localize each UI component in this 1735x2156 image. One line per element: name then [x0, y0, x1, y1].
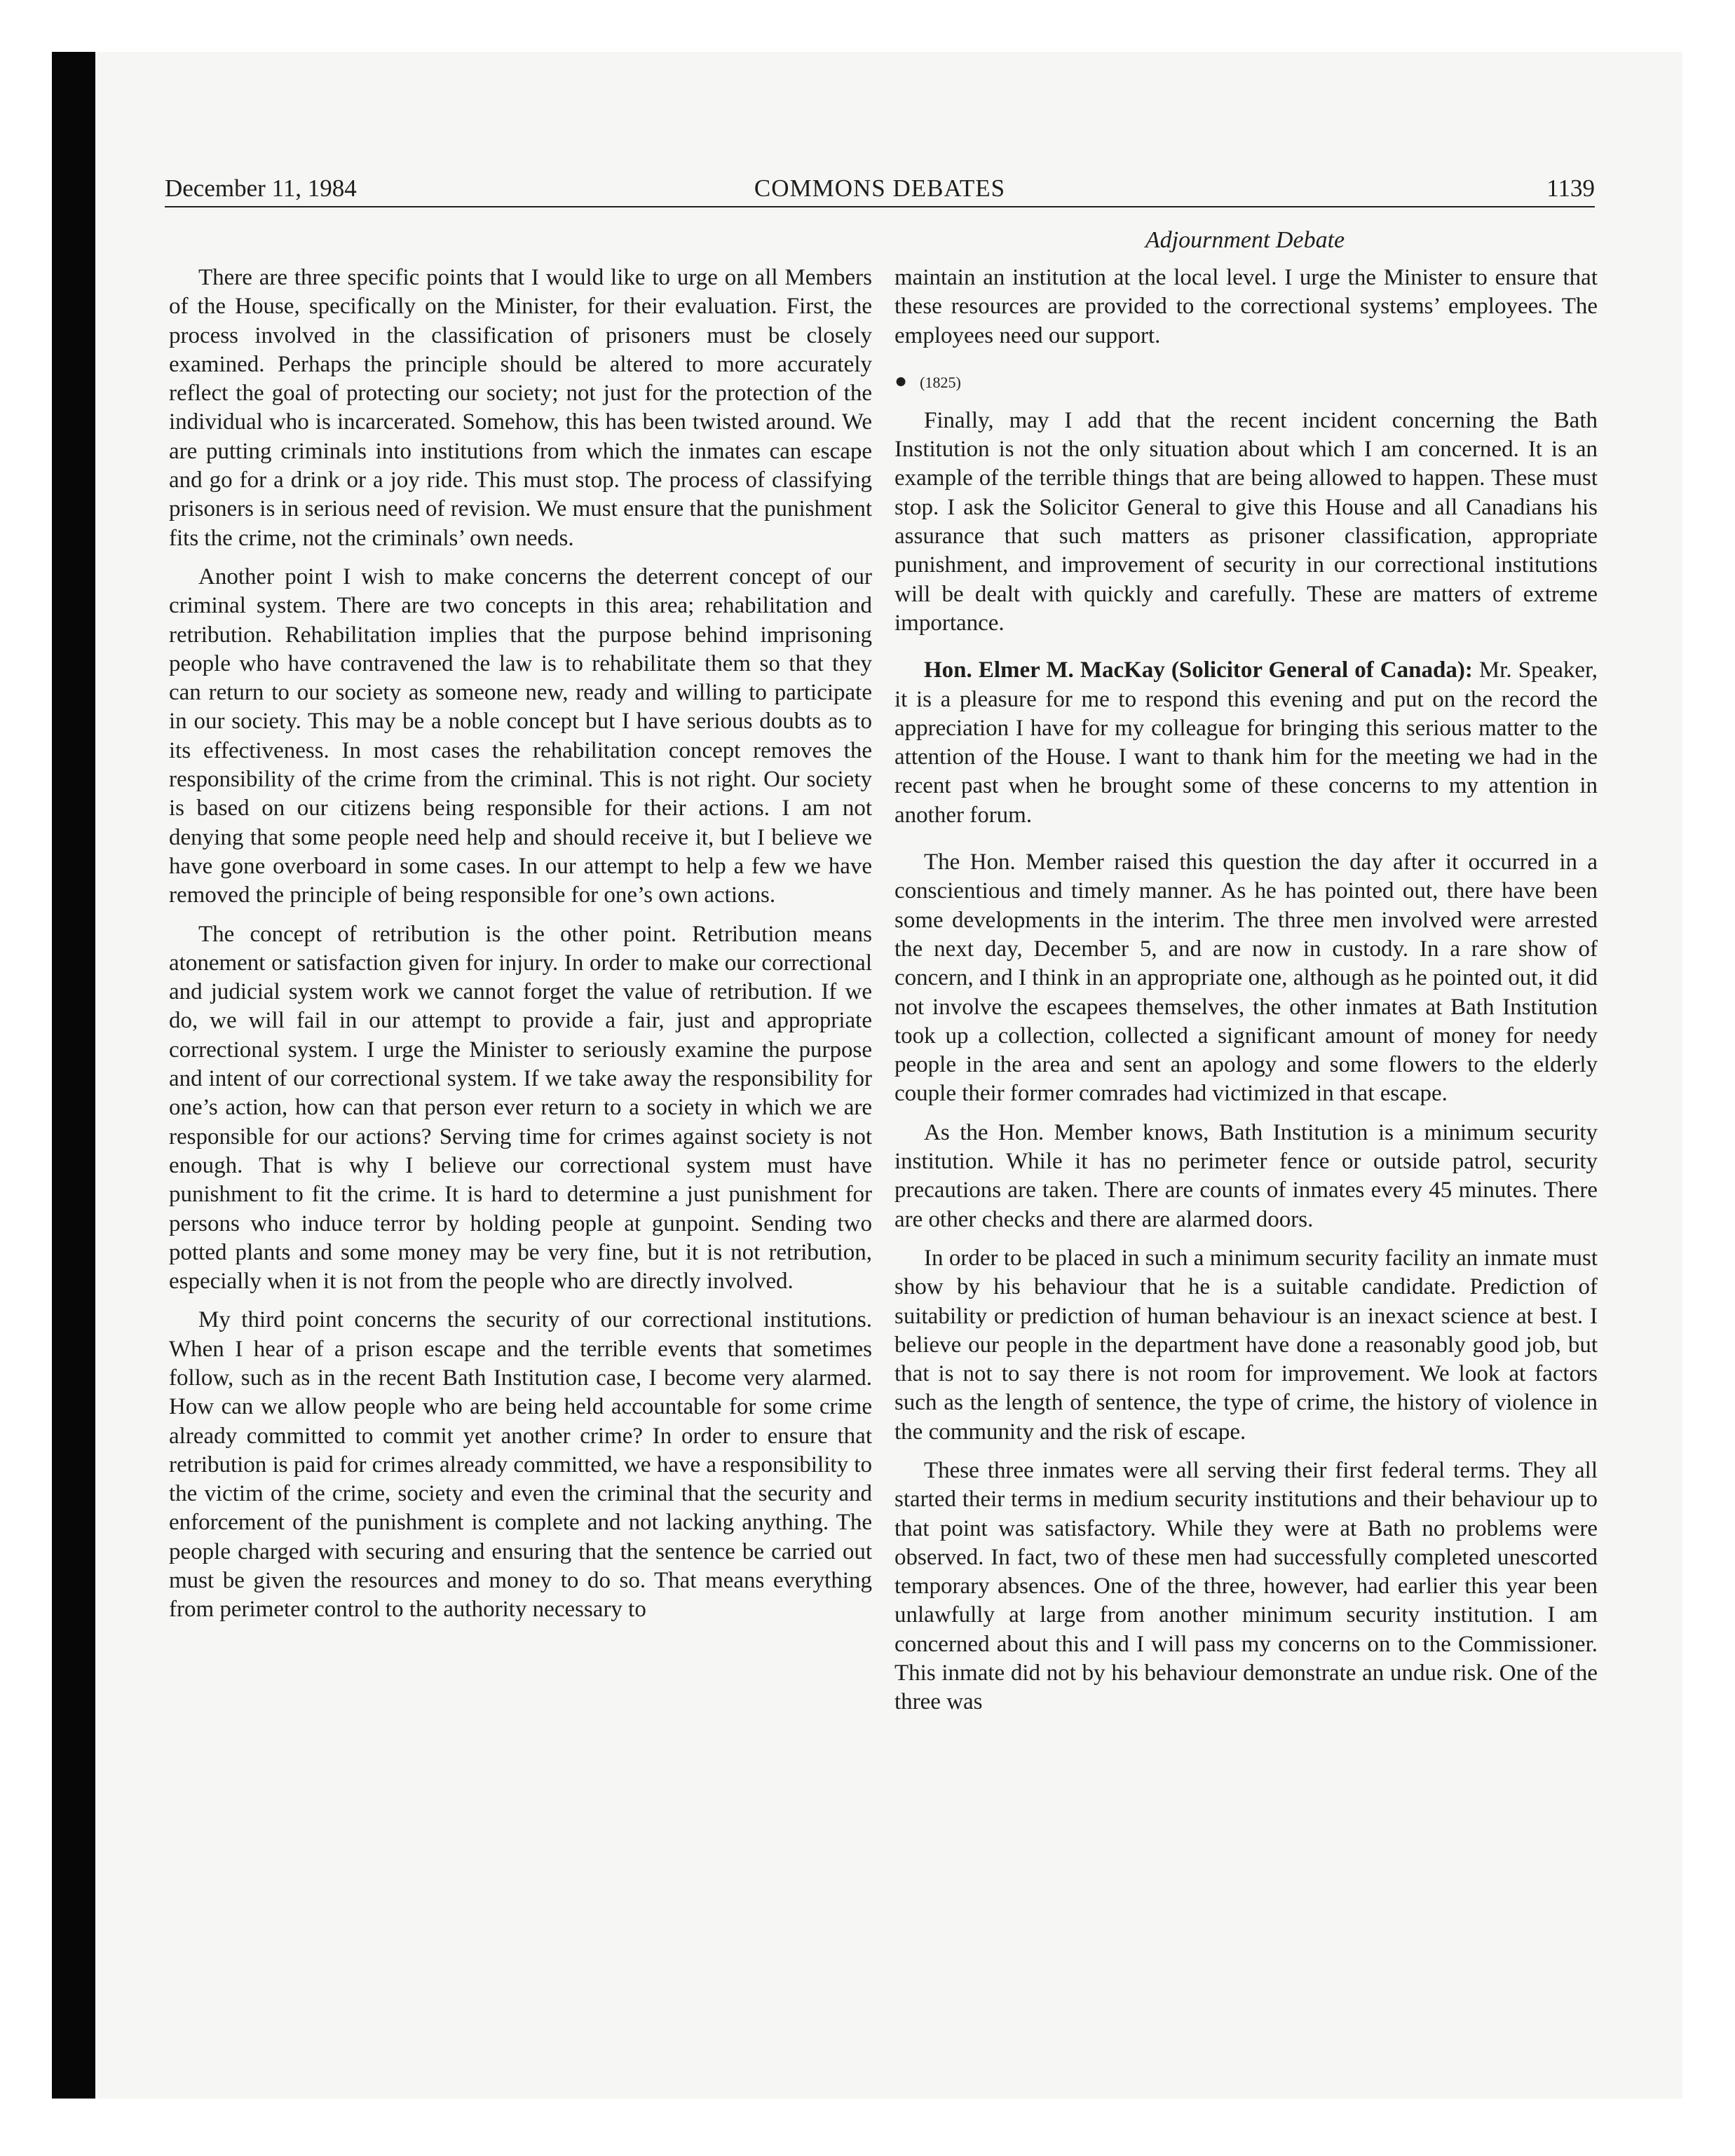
header-rule	[165, 206, 1595, 207]
running-header	[165, 171, 1595, 206]
paragraph: There are three specific points that I would like to urge on all Members of the House, specifically on the Minister, for their evaluation. First, the process involved in the classification of prisoners must be closely examined. Perhaps the principle should be altered to more accurately reflect the goal of protecting our society; not just for the protection of the individual who is incarcerated. Somehow, this has been twisted around. We are putting criminals into institutions from which the inmates can escape and go for a drink or a joy ride. This must stop. The process of classifying prisoners is in serious need of revision. We must ensure that the punishment fits the crime, not the criminals’ own needs.	[169, 265, 872, 551]
speaker-name: Hon. Elmer M. MacKay (Solicitor General of Canada):	[924, 657, 1473, 683]
time-marker-text: (1825)	[920, 373, 961, 391]
paragraph: Finally, may I add that the recent incident concerning the Bath Institution is not the only situation about which I am concerned. It is an example of the terrible things that are being allowed to happen. These must stop. I ask the Solicitor General to give this House and all Canadians his assurance that such matters as prisoner classification, appropriate punishment, and improvement of security in our correctional institutions will be dealt with quickly and carefully. These are matters of extreme importance.	[894, 407, 1598, 636]
paragraph: My third point concerns the security of our correctional institutions. When I hear of a prison escape and the terrible events that sometimes follow, such as in the recent Bath Institution case, I become very alarmed. How can we allow people who are being held accountable for some crime already committed to commit yet another crime? In order to ensure that retribution is paid for crimes already committed, we have a responsibility to the victim of the crime, society and even the criminal that the security and enforcement of the punishment is complete and not lacking anything. The people charged with securing and ensuring that the sentence be carried out must be given the resources and money to do so. That means everything from perimeter control to the authority necessary to	[169, 1307, 872, 1623]
time-marker	[894, 369, 1598, 395]
section-heading: Adjournment Debate	[1145, 227, 1345, 253]
speaker-text: Mr. Speaker, it is a pleasure for me to respond this evening and put on the record the appreciation I have for my colleague for bringing this serious matter to the attention of the House. I want to thank him for the meeting we had in the recent past when he brought some of these concerns to my attention in another forum.	[894, 657, 1598, 828]
paragraph: As the Hon. Member knows, Bath Institution is a minimum security institution. While it has no perimeter fence or outside patrol, security precautions are taken. There are counts of inmates every 45 minutes. There are other checks and there are alarmed doors.	[894, 1119, 1598, 1232]
paragraph: These three inmates were all serving their first federal terms. They all started their terms in medium security institutions and their behaviour up to that point was satisfactory. While they were at Bath no problems were observed. In fact, two of these men had successfully completed unescorted temporary absences. One of the three, however, had earlier this year been unlawfully at large from another minimum security institution. I am concerned about this and I will pass my concerns on to the Commissioner. This inmate did not by his behaviour demonstrate an undue risk. One of the three was	[894, 1457, 1598, 1715]
paragraph: In order to be placed in such a minimum security facility an inmate must show by his behaviour that he is a suitable candidate. Prediction of suitability or prediction of human behaviour is an inexact science at best. I believe our people in the department have done a reasonably good job, but that is not to say there is not room for improvement. We look at factors such as the length of sentence, the type of crime, the history of violence in the community and the risk of escape.	[894, 1245, 1598, 1445]
paragraph: The concept of retribution is the other point. Retribution means atonement or satisfaction given for injury. In order to make our correctional and judicial system work we cannot forget the value of retribution. If we do, we will fail in our attempt to provide a fair, just and appropriate correctional system. I urge the Minister to seriously examine the purpose and intent of our correctional system. If we take away the responsibility for one’s action, how can that person ever return to a society in which we are responsible for our actions? Serving time for crimes against society is not enough. That is why I believe our correctional system must have punishment to fit the crime. It is hard to determine a just punishment for persons who induce terror by holding people at gunpoint. Sending two potted plants and some money may be very fine, but it is not retribution, especially when it is not from the people who are directly involved.	[169, 921, 872, 1295]
left-column	[169, 264, 872, 1635]
right-column	[894, 264, 1598, 1727]
paragraph: Another point I wish to make concerns the deterrent concept of our criminal system. There are two concepts in this area; rehabilitation and retribution. Rehabilitation implies that the purpose behind imprisoning people who have contravened the law is to rehabilitate them so that they can return to our society as someone new, ready and willing to participate in our society. This may be a noble concept but I have serious doubts as to its effectiveness. In most cases the rehabilitation concept removes the responsibility of the crime from the criminal. This is not right. Our society is based on our citizens being responsible for their actions. I am not denying that some people need help and should receive it, but I believe we have gone overboard in some cases. In our attempt to help a few we have removed the principle of being responsible for one’s own actions.	[169, 564, 872, 908]
scan-edge-bar	[52, 52, 95, 2099]
page-number: 1139	[1546, 175, 1595, 202]
header-date: December 11, 1984	[165, 175, 357, 202]
bullet-icon: ●	[894, 369, 908, 393]
paragraph: The Hon. Member raised this question the day after it occurred in a conscientious and timely manner. As he has pointed out, there have been some developments in the interim. The three men involved were arrested the next day, December 5, and are now in custody. In a rare show of concern, and I think in an appropriate one, although as he pointed out, it did not involve the escapees themselves, the other inmates at Bath Institution took up a collection, collected a significant amount of money for needy people in the area and sent an apology and some flowers to the elderly couple their former comrades had victimized in that escape.	[894, 850, 1598, 1107]
speaker-paragraph	[894, 656, 1598, 830]
continued-paragraph: maintain an institution at the local level. I urge the Minister to ensure that these resources are provided to the correctional systems’ employees. The employees need our support.	[894, 265, 1598, 348]
header-title: COMMONS DEBATES	[754, 175, 1006, 202]
